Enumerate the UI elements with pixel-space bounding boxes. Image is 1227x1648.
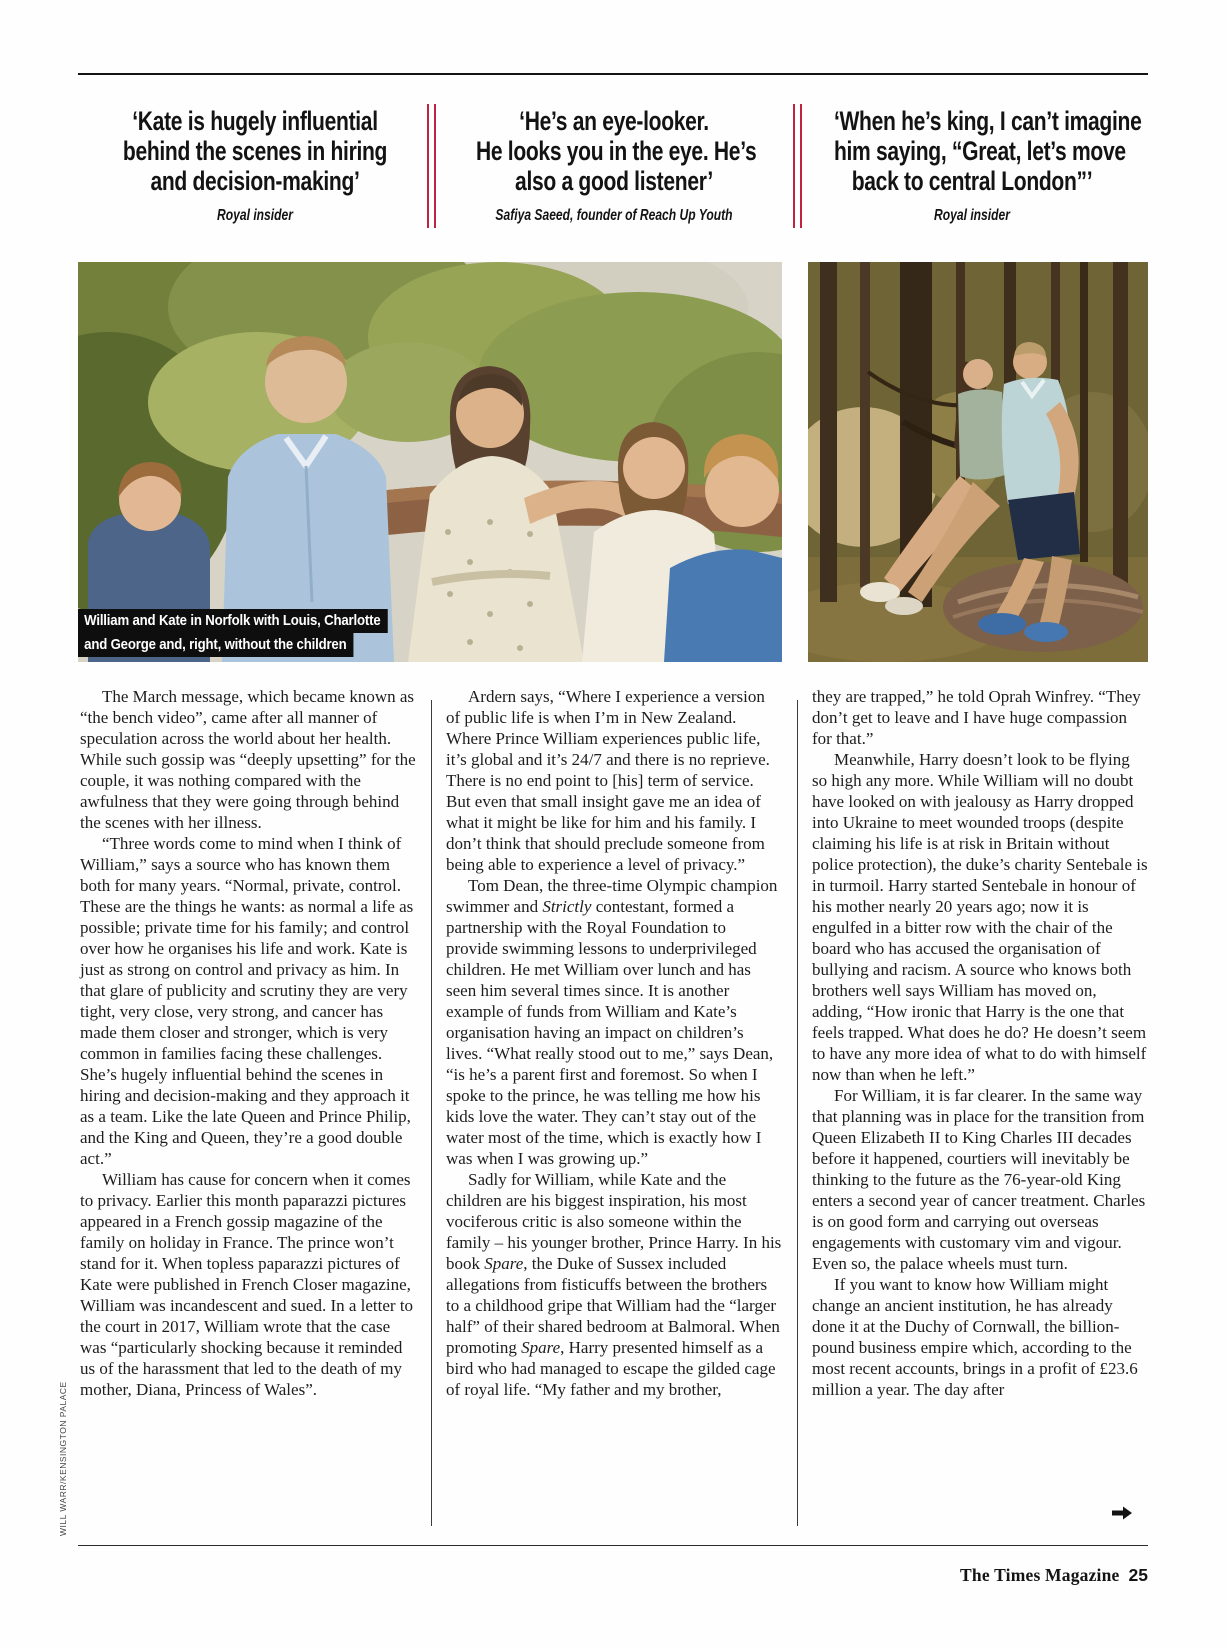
article-paragraph: If you want to know how William might change an ancient institution, he has already done it at the Duchy of Cornwall, the billion-pound business empire which, according to the most recent accounts, brings in a profit of £23.6 million a year. The day after [812,1275,1138,1399]
quote-attribution: Safiya Saeed, founder of Reach Up Youth [495,207,733,224]
family-photo [78,262,782,662]
quote-line: He looks you in the eye. He’s [475,136,757,166]
couple-photo [808,262,1148,662]
quote-line: him saying, “Great, let’s move [833,136,1126,166]
article-paragraph: For William, it is far clearer. In the same way that planning was in place for the transition from Queen Elizabeth II to King Charles III decades before it happened, courtiers will inevitably be thinking to the future as the 76-year-old King enters a second year of cancer treatment. Charles is on good form and carrying out overseas engagements with customary vim and vigour. Even so, the palace wheels must turn. [812,1086,1146,1273]
quote-line: ‘Kate is hugely influential [132,106,378,136]
pull-quote-1 [78,106,432,225]
article-paragraph: Ardern says, “Where I experience a version of public life is when I’m in New Zealand. Where Prince William experiences public life, it’s global and it’s 24/7 and there is no reprieve. There is no end point to [his] term of service. But even that small insight gave me an idea of what it might be like for him and his family. I don’t think that should preclude someone from being able to experience a level of privacy.” [446,687,770,874]
bottom-rule [78,1545,1148,1546]
continued-arrow-icon [1112,1506,1132,1520]
column-rule [431,700,432,1526]
article-paragraph: Meanwhile, Harry doesn’t look to be flying so high any more. While William will no doubt have looked on with jealousy as Harry dropped into Ukraine to meet wounded troops (despite claiming his life is at risk in Britain without police protection), the duke’s charity Sentebale is in turmoil. Harry started Sentebale in honour of his mother nearly 20 years ago; now it is engulfed in a bitter row with the chair of the board who has accused the organisation of bullying and racism. A source who knows both brothers well says William has moved on, adding, “How ironic that Harry is the one that feels trapped. What does he do? He doesn’t seem to have any more idea of what to do with himself now than when he left.” [812,750,1148,1084]
pull-quote-3 [795,106,1149,225]
page-number: 25 [1128,1565,1148,1585]
article-paragraph: The March message, which became known as “the bench video”, came after all manner of speculation across the world about her health. While such gossip was “deeply upsetting” for the couple, it was nothing compared with the awfulness that they were going through behind the scenes with her illness. [80,687,416,832]
family-photo-illustration [78,262,782,662]
quote-line: and decision-making’ [150,166,360,196]
top-rule [78,73,1148,75]
quote-attribution: Royal insider [934,207,1010,224]
article-paragraph: William has cause for concern when it comes to privacy. Earlier this month paparazzi pictures appeared in a French gossip magazine of the family on holiday in France. The prince won’t stand for it. When topless paparazzi pictures of Kate were published in French Closer magazine, William was incandescent and sued. In a letter to the court in 2017, William wrote that the case was “particularly shocking because it reminded us of the harassment that led to the death of my mother, Diana, Princess of Wales”. [80,1170,414,1399]
quote-attribution: Royal insider [217,207,293,224]
page-footer [960,1565,1148,1586]
article-column-1 [80,686,418,1400]
quote-line: back to central London”’ [851,166,1093,196]
article-paragraph: “Three words come to mind when I think of William,” says a source who has known them both for many years. “Normal, private, control. These are the things he wants: as normal a life as possible; private time for his family; and control over how he organises his life and work. Kate is just as strong on control and privacy as him. In that glare of publicity and scrutiny they are very tight, very close, very strong, and cancer has made them closer and stronger, which is very common in families facing these challenges. She’s hugely influential behind the scenes in hiring and decision-making and they approach it as a team. Like the late Queen and Prince Philip, and the King and Queen, they’re a good double act.” [80,834,414,1168]
article-paragraph: Tom Dean, the three-time Olympic champion swimmer and Strictly contestant, formed a partnership with the Royal Foundation to provide swimming lessons to underprivileged children. He met William over lunch and has seen him several times since. It is another example of funds from William and Kate’s organisation having an impact on children’s lives. “What really stood out to me,” says Dean, “is he’s a parent first and foremost. So when I spoke to the prince, he was telling me how his kids love the water. They can’t stay out of the water most of the time, which is exactly how I was when I was growing up.” [446,876,778,1168]
column-rule [797,700,798,1526]
photo-caption [78,609,430,657]
article-column-2 [446,686,782,1400]
article-column-3 [812,686,1148,1400]
article-paragraph: Sadly for William, while Kate and the children are his biggest inspiration, his most vociferous critic is also someone within the family – his younger brother, Prince Harry. In his book Spare, the Duke of Sussex included allegations from fisticuffs between the brothers to a childhood gripe that William had the “larger half” of their shared bedroom at Balmoral. When promoting Spare, Harry presented himself as a bird who had managed to escape the gilded cage of royal life. “My father and my brother, [446,1170,782,1399]
magazine-title: The Times Magazine [960,1565,1120,1585]
quote-line: ‘He’s an eye-looker. [519,106,709,136]
quote-line: behind the scenes in hiring [122,136,388,166]
photo-caption-line: William and Kate in Norfolk with Louis, Charlotte [78,609,388,633]
quote-divider [427,104,436,228]
couple-photo-illustration [808,262,1148,662]
quote-line: ‘When he’s king, I can’t imagine [833,106,1142,136]
photo-caption-line: and George and, right, without the children [78,633,354,657]
photo-credit: WILL WARR/KENSINGTON PALACE [58,1381,68,1536]
quote-line: also a good listener’ [515,166,713,196]
article-paragraph: they are trapped,” he told Oprah Winfrey. “They don’t get to leave and I have huge compassion for that.” [812,687,1141,748]
pull-quote-2 [437,106,791,225]
